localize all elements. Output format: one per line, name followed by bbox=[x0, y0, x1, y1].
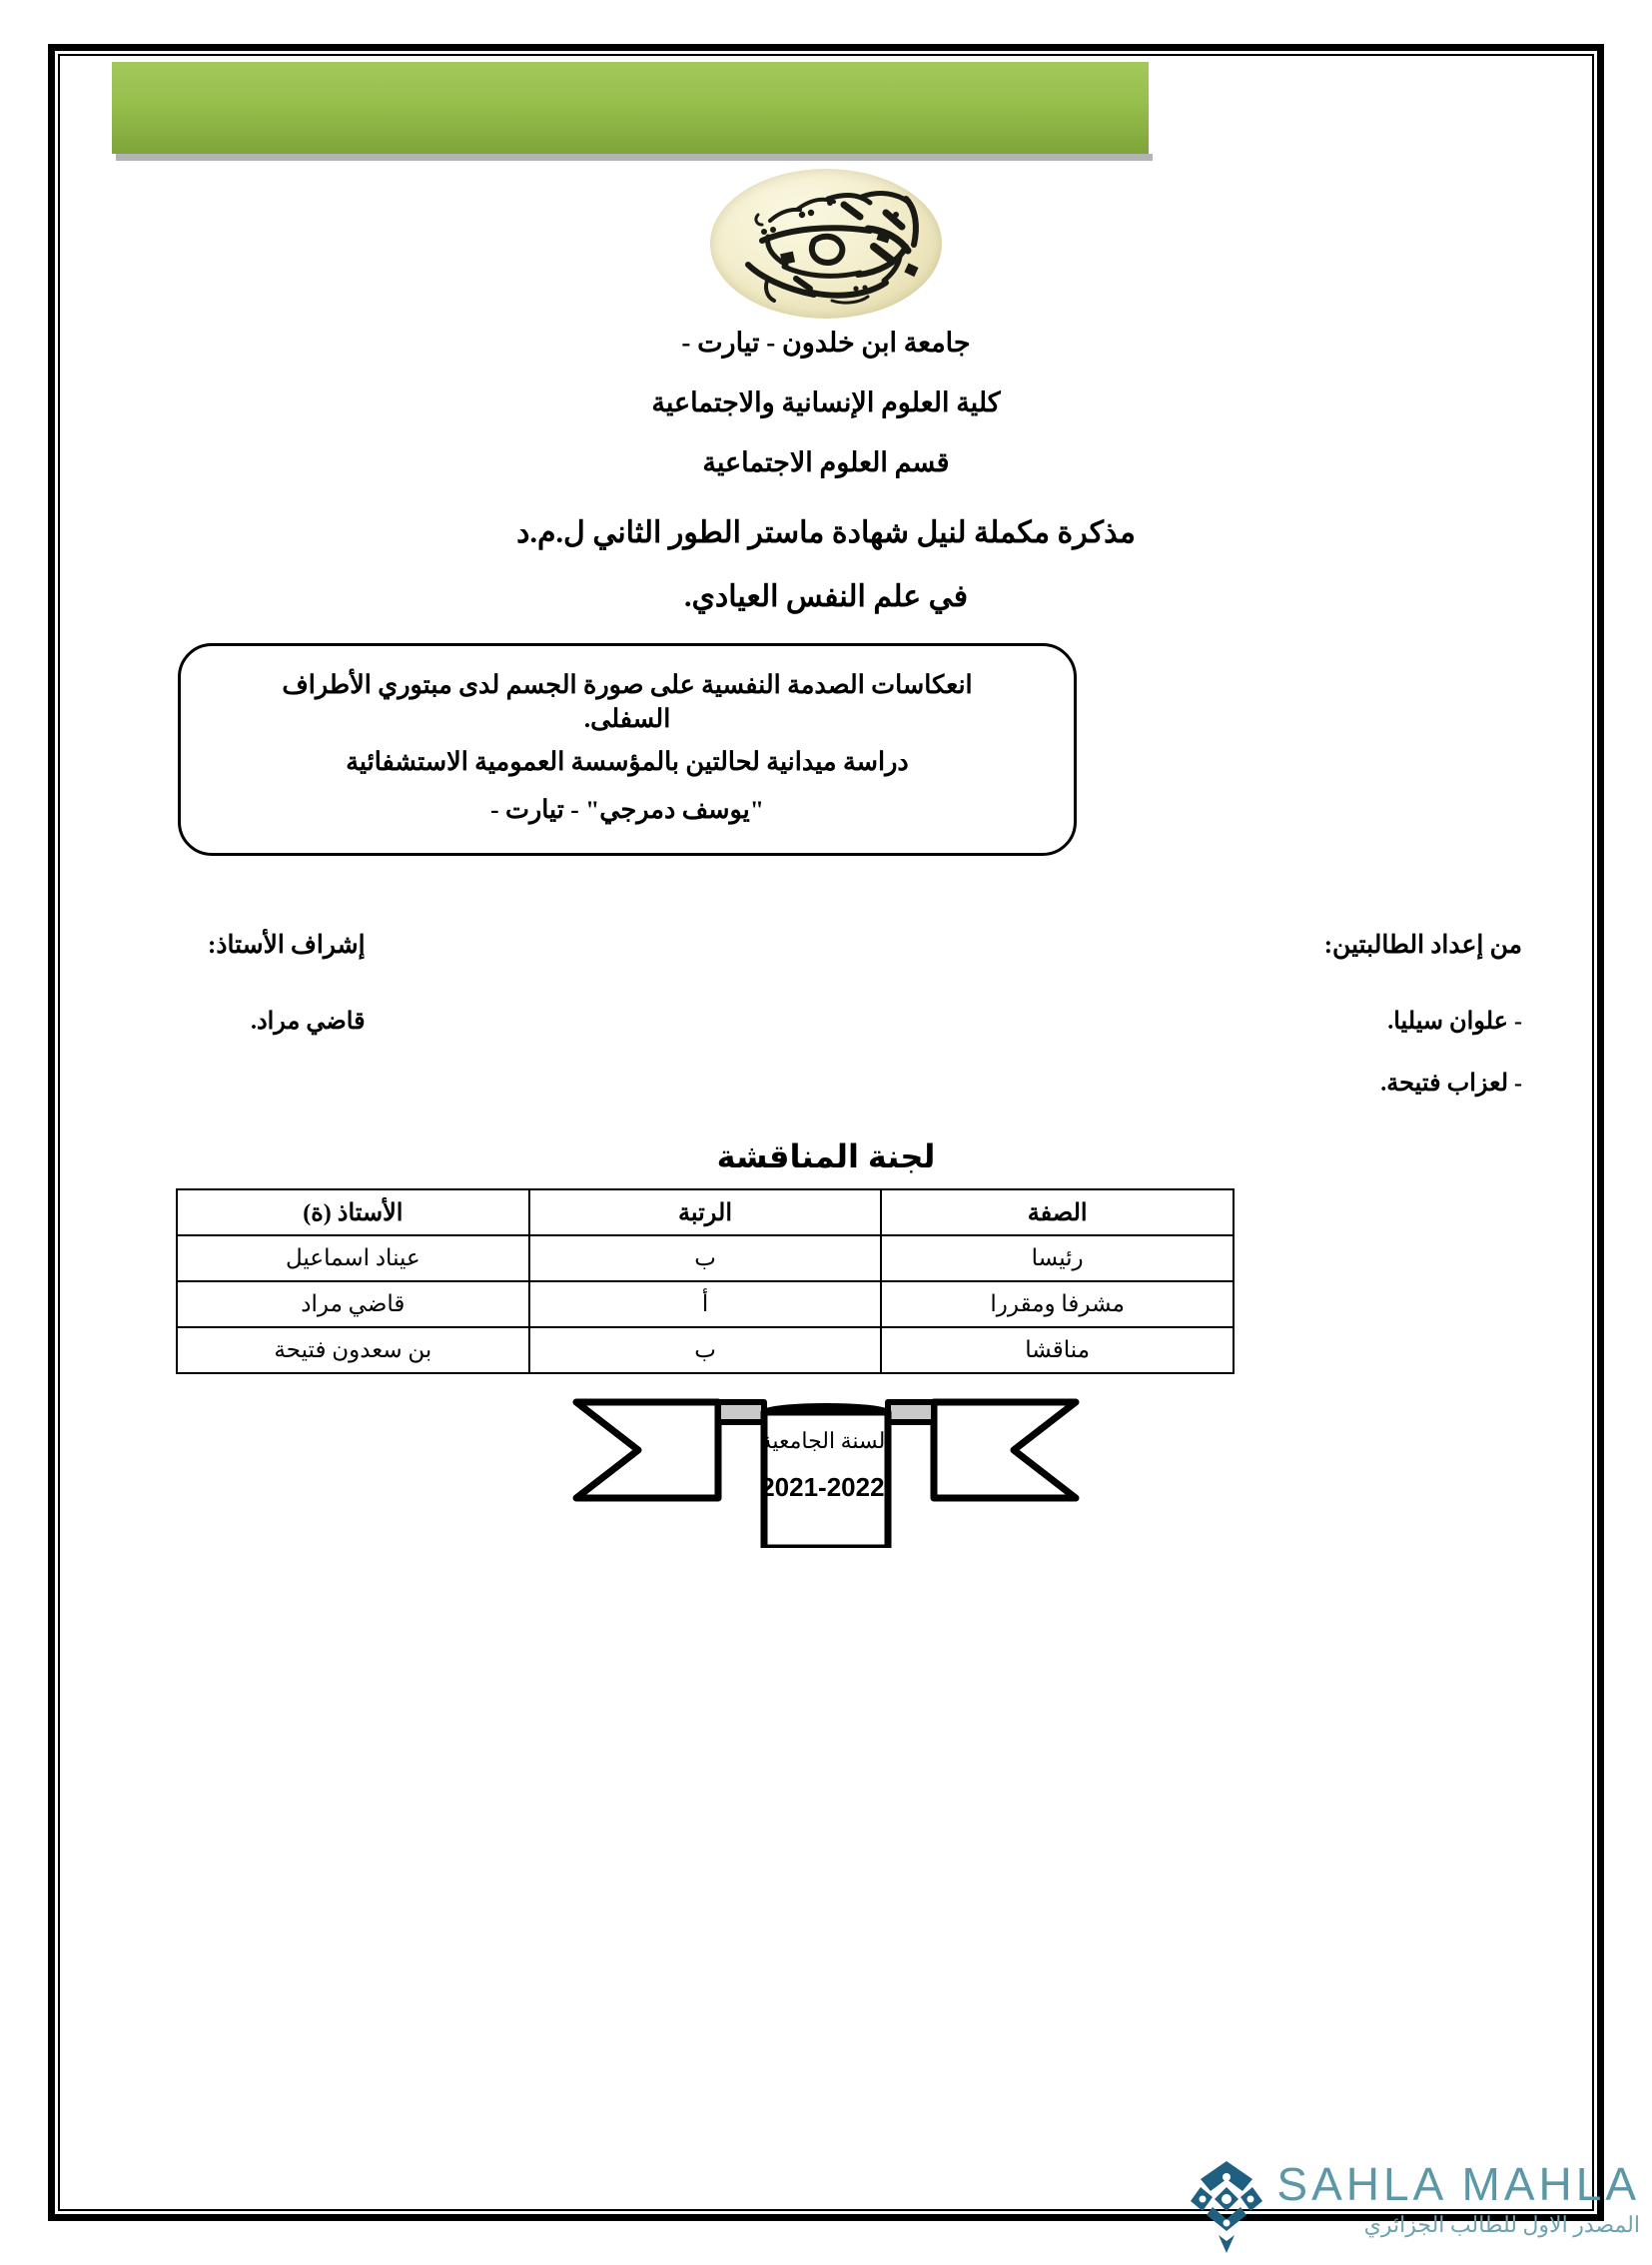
cell-professor: عيناد اسماعيل bbox=[177, 1235, 529, 1281]
table-header-row bbox=[177, 1189, 1234, 1235]
green-header-banner bbox=[112, 62, 1149, 154]
students-column bbox=[1324, 933, 1522, 1133]
academic-year-ribbon bbox=[58, 1388, 1594, 1548]
header-cell-professor: الأستاذ (ة) bbox=[177, 1189, 529, 1235]
student-name-1: - علوان سيليا. bbox=[1387, 1009, 1522, 1035]
cell-professor: قاضي مراد bbox=[177, 1281, 529, 1327]
committee-heading: لجنة المناقشة bbox=[716, 1138, 936, 1174]
cell-role: مشرفا ومقررا bbox=[881, 1281, 1234, 1327]
thesis-title-main: انعكاسات الصدمة النفسية على صورة الجسم لدى مبتوري الأطراف السفلى. bbox=[282, 670, 973, 733]
watermark-title: SAHLA MAHLA bbox=[1276, 2158, 1640, 2210]
faculty-name: كلية العلوم الإنسانية والاجتماعية bbox=[651, 387, 1001, 417]
university-logo bbox=[58, 154, 1594, 334]
degree-line-1: مذكرة مكملة لنيل شهادة ماستر الطور الثاني ل.م.د bbox=[516, 516, 1136, 549]
sahla-mahla-watermark bbox=[1183, 2158, 1640, 2253]
watermark-text bbox=[1276, 2158, 1640, 2237]
cell-rank: ب bbox=[529, 1327, 882, 1373]
department-name: قسم العلوم الاجتماعية bbox=[702, 447, 950, 477]
university-emblem-icon bbox=[710, 169, 942, 319]
students-label: من إعداد الطالبتين: bbox=[1323, 932, 1522, 959]
table-row bbox=[177, 1281, 1234, 1327]
supervisor-name: قاضي مراد. bbox=[250, 1009, 366, 1035]
header-cell-rank: الرتبة bbox=[529, 1189, 882, 1235]
cell-rank: أ bbox=[529, 1281, 882, 1327]
cell-role: مناقشا bbox=[881, 1327, 1234, 1373]
authors-section bbox=[58, 933, 1594, 1132]
student-name-2: - لعزاب فتيحة. bbox=[1380, 1071, 1522, 1097]
cell-role: رئيسا bbox=[881, 1235, 1234, 1281]
thesis-title-box bbox=[178, 643, 1077, 856]
institution-header bbox=[58, 330, 1594, 509]
committee-table bbox=[176, 1188, 1235, 1374]
academic-year-value: 2021-2022. bbox=[760, 1472, 892, 1502]
supervisor-column bbox=[208, 933, 366, 1072]
page-content bbox=[58, 54, 1594, 2211]
table-row bbox=[177, 1327, 1234, 1373]
cell-rank: ب bbox=[529, 1235, 882, 1281]
thesis-subtitle-location: "يوسف دمرجي" - تيارت - bbox=[490, 794, 764, 824]
supervisor-label: إشراف الأستاذ: bbox=[208, 932, 366, 959]
sahla-mahla-diamond-icon bbox=[1183, 2161, 1270, 2253]
university-name: جامعة ابن خلدون - تيارت - bbox=[681, 328, 971, 358]
degree-line-2: في علم النفس العيادي. bbox=[683, 580, 969, 613]
thesis-subtitle-study: دراسة ميدانية لحالتين بالمؤسسة العمومية الاستشفائية bbox=[346, 747, 909, 777]
watermark-subtitle: المصدر الاول للطالب الجزائري bbox=[1363, 2212, 1640, 2237]
degree-statement bbox=[58, 518, 1594, 646]
table-row bbox=[177, 1235, 1234, 1281]
cell-professor: بن سعدون فتيحة bbox=[177, 1327, 529, 1373]
academic-year-label: السنة الجامعية bbox=[760, 1428, 892, 1453]
header-cell-role: الصفة bbox=[881, 1189, 1234, 1235]
